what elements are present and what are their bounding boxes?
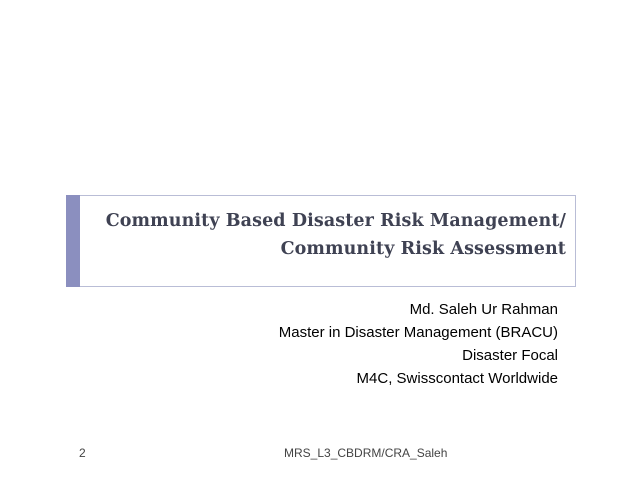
author-name: Md. Saleh Ur Rahman [409, 301, 558, 318]
slide-title [86, 207, 566, 263]
author-role: Disaster Focal [462, 347, 558, 364]
author-degree: Master in Disaster Management (BRACU) [278, 324, 558, 341]
slide-title-line-2: Community Risk Assessment [280, 239, 566, 259]
slide-footer-text: MRS_L3_CBDRM/CRA_Saleh [284, 446, 448, 460]
title-accent-bar [66, 195, 80, 287]
author-organization: M4C, Swisscontact Worldwide [356, 370, 558, 387]
slide-title-line-1: Community Based Disaster Risk Management/ [105, 211, 566, 231]
slide-subtitle [200, 298, 558, 390]
slide-page-number: 2 [79, 446, 86, 460]
